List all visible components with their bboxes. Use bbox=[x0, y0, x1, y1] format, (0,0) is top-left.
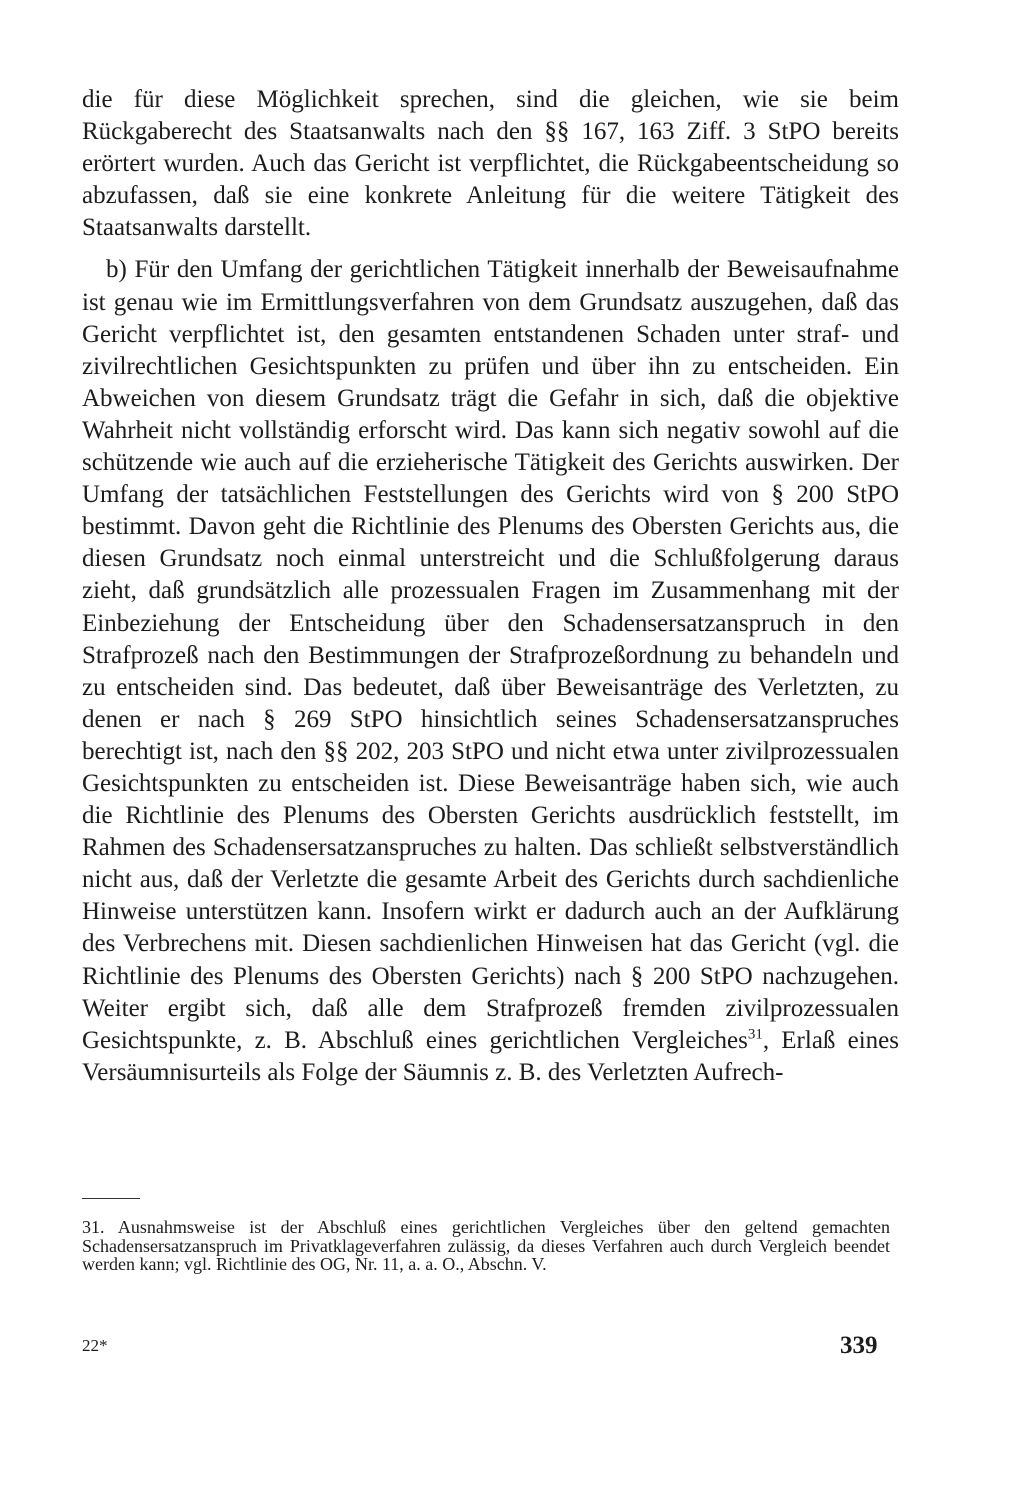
paragraph-2 bbox=[82, 254, 899, 1088]
footnote-text: Ausnahmsweise ist der Abschluß eines gerichtlichen Vergleiches über den geltend gemachten Schadensersatzanspruch im Privatklageverfahren zulässig, da dieses Verfahren auch durch Vergleich beendet werden kann; vgl. Richtlinie des OG, Nr. 11, a. a. O., Abschn. V. bbox=[82, 1217, 890, 1274]
paragraph-2-continuation: , Erlaß eines Versäumnisurteils als Folge der Säumnis z. B. des Verletzten Aufrech- bbox=[82, 1026, 899, 1086]
signature-mark: 22* bbox=[82, 1336, 108, 1355]
page-number: 339 bbox=[840, 1332, 878, 1359]
footnote-separator bbox=[82, 1198, 140, 1199]
footnote bbox=[82, 1218, 890, 1274]
paragraph-2-text: b) Für den Umfang der gerichtlichen Tätigkeit innerhalb der Beweisaufnahme ist genau wie im Ermittlungsverfahren von dem Grundsatz auszugehen, daß das Gericht verpflichtet ist, den gesamten entstandenen Schaden unter straf- und zivilrechtlichen Gesichtspunkten zu prüfen und über ihn zu entscheiden. Ein Abweichen von diesem Grundsatz trägt die Gefahr in sich, daß die objektive Wahrheit nicht vollständig erforscht wird. Das kann sich negativ sowohl auf die schützende wie auch auf die erzieherische Tätigkeit des Gerichts auswirken. Der Umfang der tatsächlichen Feststellungen des Gerichts wird von § 200 StPO bestimmt. Davon geht die Richtlinie des Plenums des Obersten Gerichts aus, die diesen Grundsatz noch einmal unterstreicht und die Schlußfolgerung daraus zieht, daß grundsätzlich alle prozessualen Fragen im Zusammenhang mit der Einbeziehung der Entscheidung über den Schadensersatzanspruch in den Strafprozeß nach den Bestimmungen der Strafprozeßordnung zu behandeln und zu entscheiden sind. Das bedeutet, daß über Beweisanträge des Verletzten, zu denen er nach § 269 StPO hinsichtlich seines Schadensersatzanspruches berechtigt ist, nach den §§ 202, 203 StPO und nicht etwa unter zivilprozessualen Gesichtspunkten zu entscheiden ist. Diese Beweisanträge haben sich, wie auch die Richtlinie des Plenums des Obersten Gerichts ausdrücklich feststellt, im Rahmen des Schadensersatzanspruches zu halten. Das schließt selbstverständlich nicht aus, daß der Verletzte die gesamte Arbeit des Gerichts durch sachdienliche Hinweise unterstützen kann. Insofern wirkt er dadurch auch an der Aufklärung des Verbrechens mit. Diesen sachdienlichen Hinweisen hat das Gericht (vgl. die Richtlinie des Plenums des Obersten Gerichts) nach § 200 StPO nachzugehen. Weiter ergibt sich, daß alle dem Strafprozeß fremden zivilprozessualen Gesichtspunkte, z. B. Abschluß eines gerichtlichen Vergleiches bbox=[82, 256, 899, 1054]
footnote-number: 31. bbox=[82, 1217, 105, 1237]
footnote-reference: 31 bbox=[747, 1026, 763, 1043]
main-text bbox=[82, 84, 899, 1089]
paragraph-1: die für diese Möglichkeit sprechen, sind die gleichen, wie sie beim Rückgaberecht des Staatsanwalts nach den §§ 167, 163 Ziff. 3 StPO bereits erörtert wurden. Auch das Gericht ist verpflichtet, die Rückgabeentscheidung so abzufassen, daß sie eine konkrete Anleitung für die weitere Tätigkeit des Staatsanwalts darstellt. bbox=[82, 86, 899, 242]
